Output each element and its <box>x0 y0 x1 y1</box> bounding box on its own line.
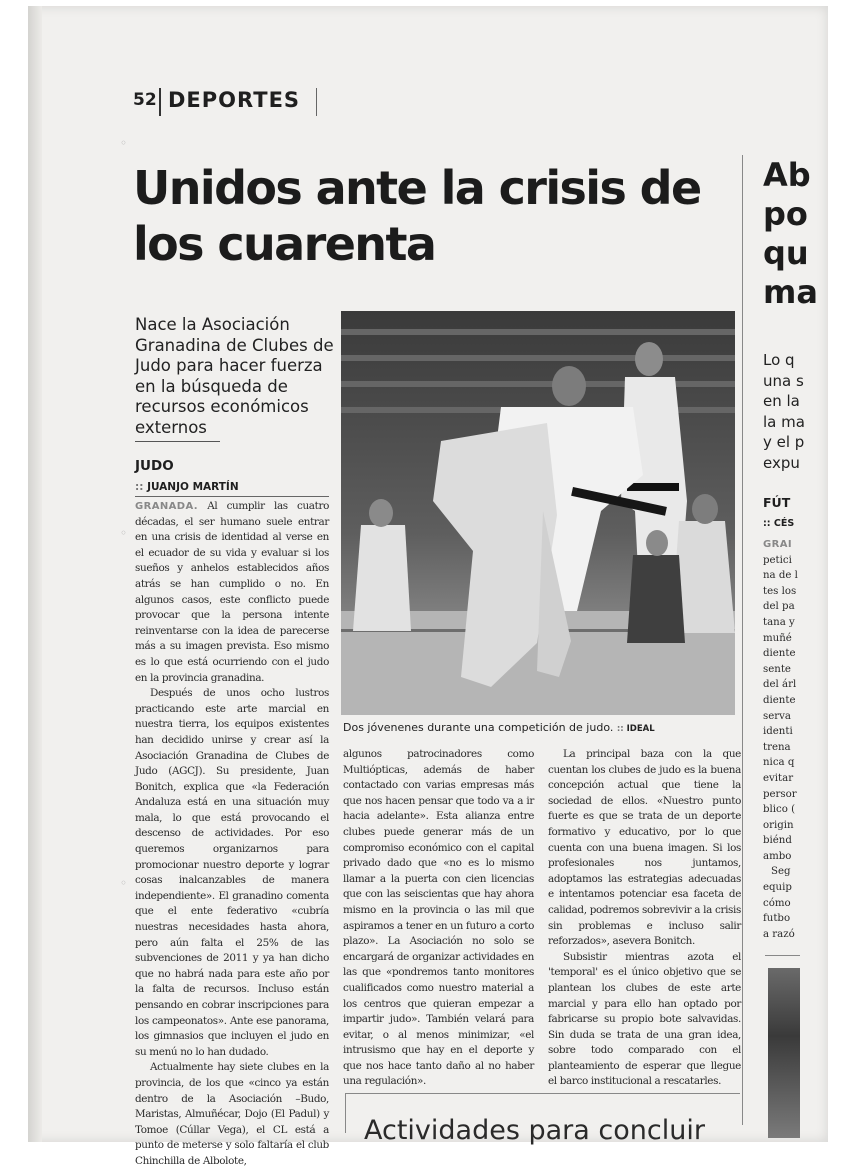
bottom-article-rule <box>345 1093 740 1094</box>
judo-photo-illustration <box>341 311 735 715</box>
kicker: JUDO <box>135 458 174 474</box>
binding-mark: ◦ <box>120 526 128 540</box>
judo-photo <box>341 311 735 715</box>
article-paragraph-5: La principal baza con la que cuentan los clubes de judo es la buena concepción actual que tiene la sociedad de ellos. «Nuestro punto fuerte es que se trata de un deporte formativo y educativo, por lo que cuenta con una buena imagen. Si los profesionales nos juntamos, adoptamos las estrategias adecuadas e intentamos potenciar esa faceta de calidad, podremos sobrevivir a la crisis sin problemas e incluso salir reforzados», asevera Bonitch. <box>548 748 741 948</box>
headline: Unidos ante la crisis de los cuarenta <box>133 161 701 271</box>
page-number: 52 <box>133 90 157 110</box>
article-paragraph-2: Después de unos ocho lustros practicando este arte marcial en nuestra tierra, los equipos existentes han decidido unirse y crear así la Asociación Granadina de Clubes de Judo (AGCJ). Su presidente, Juan Bonitch, explica que «la Federación Andaluza está en una situación muy mala, lo que está provocando el descenso de actividades. Por eso queremos organizarnos para promocionar nuestro deporte y lograr cosas inalcanzables de manera independiente». El granadino comenta que el ente federativo «cubría nuestras necesidades hasta ahora, pero aún falta el 25% de las subvenciones de 2011 y ya han dicho que no habrá nada para este año por la falta de recursos. Incluso están pensando en cobrar inscripciones para los campeonatos». Ante ese panorama, los gimnasios que incluyen el judo en su menú no lo han dudado. <box>135 687 329 1058</box>
article-paragraph-6: Subsistir mientras azota el 'temporal' es el único objetivo que se plantean los clubes de este arte marcial y para ello han optado por fabricarse su propio bote salvavidas. Sin duda se trata de una gran idea, sobre todo comparado con el planteamiento de esperar que llegue el barco institucional a rescatarles. <box>548 950 741 1088</box>
byline-marker: :: <box>135 481 144 493</box>
bottom-article-headline: Actividades para concluir <box>364 1115 705 1146</box>
byline <box>135 481 239 493</box>
article-paragraph-4: algunos patrocinadores como Multiópticas, además de haber contactado con varias empresas más que nos hacen pensar que todo va a ir hacia adelante». Esta alianza entre clubes puede generar más de un compromiso económico con el capital privado dado que «no es lo mismo llamar a la puerta con cien licencias que con las seiscientas que hay ahora mismo en la provincia o las mil que aspiramos a tener en un futuro a corto plazo». La Asociación no solo se encargará de organizar actividades en las que «pondremos tanto monitores cualificados como nuestro material a los centros que quieran empezar a impartir judo». También velará para evitar, o al menos minimizar, «el intrusismo que hay en el deporte y que nos hace tanto daño al no haber una regulación». <box>343 748 534 1088</box>
column-divider <box>742 155 743 1125</box>
article-column-2 <box>343 747 534 1088</box>
adjacent-article-headline: Ab po qu ma <box>763 156 818 311</box>
adjacent-article-subtitle: Lo q una s en la la ma y el p expu <box>763 351 805 472</box>
binding-mark: ◦ <box>120 136 128 150</box>
photo-caption <box>343 721 743 734</box>
subtitle-rule <box>135 441 220 442</box>
adjacent-article-kicker: FÚT <box>763 495 791 510</box>
binding-mark: ◦ <box>120 876 128 890</box>
byline-rule <box>135 496 329 497</box>
subtitle: Nace la Asociación Granadina de Clubes de Judo para hacer fuerza en la búsqueda de recursos económicos externos <box>135 315 334 437</box>
article-paragraph-1: GRANADA. Al cumplir las cuatro décadas, el ser humano suele entrar en una crisis de identidad al verse en el ecuador de su vida y evaluar si los sueños y anhelos establecidos años atrás se han cumplido o no. En algunos casos, este conflicto puede provocar que la persona intente reinventarse con la idea de parecerse más a su imagen prevista. Eso mismo es lo que está ocurriendo con el judo en la provincia granadina. <box>135 500 329 684</box>
article-column-1 <box>135 499 329 1167</box>
adjacent-article-byline: :: CÉS <box>763 518 795 529</box>
dateline: GRANADA. <box>135 501 198 512</box>
adjacent-article-rule <box>765 955 800 956</box>
photo-caption-text: Dos jóvenenes durante una competición de judo. <box>343 721 614 734</box>
header-divider <box>159 88 161 116</box>
article-column-3 <box>548 747 741 1088</box>
adjacent-article-body: GRAI petici na de l tes los del pa tana y muñé diente sente del árl diente serva identi trena nica q evitar persor blico ( origin biénd ambo Seg equip cómo futbo a razó <box>763 539 798 940</box>
photo-credit <box>617 724 655 734</box>
photo-credit-marker: :: <box>616 724 624 734</box>
byline-author: JUANJO MARTÍN <box>147 481 239 493</box>
bottom-article-divider <box>345 1093 346 1133</box>
adjacent-article-photo <box>768 968 800 1138</box>
photo-credit-text: IDEAL <box>626 724 655 734</box>
page-fold-shadow <box>28 6 42 1142</box>
section-name: DEPORTES <box>168 88 301 112</box>
header-divider-end <box>316 88 317 116</box>
article-paragraph-3: Actualmente hay siete clubes en la provincia, de los que «cinco ya están dentro de la Asociación –Budo, Maristas, Almuñécar, Dojo (El Padul) y Tomoe (Cúllar Vega), el CL está a punto de meterse y solo faltaría el club Chinchilla de Albolote, <box>135 1061 329 1167</box>
